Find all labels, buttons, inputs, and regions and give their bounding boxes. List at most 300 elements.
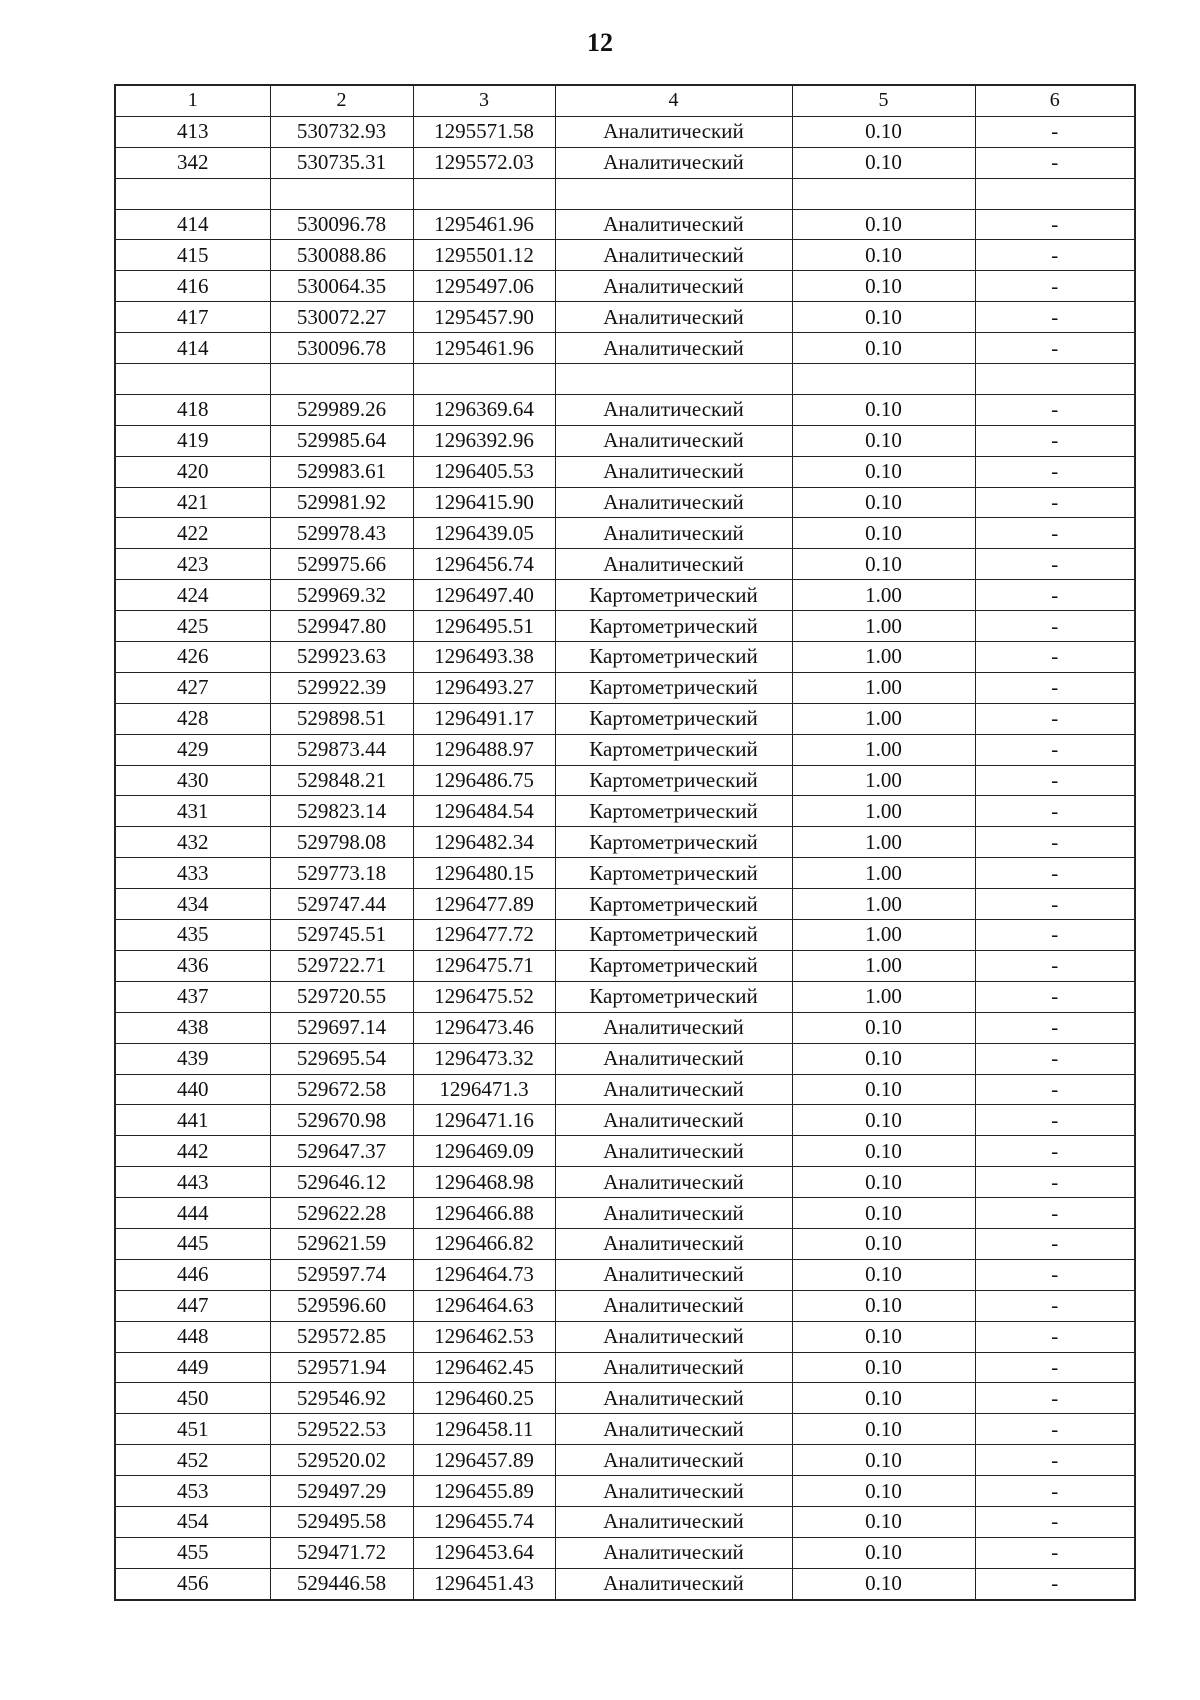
table-row (115, 302, 1135, 333)
point-number-cell: 423 (115, 549, 270, 580)
y-coordinate-cell: 1296439.05 (413, 518, 555, 549)
note-cell: - (975, 1537, 1135, 1568)
method-cell: Аналитический (555, 1043, 792, 1074)
method-cell: Аналитический (555, 333, 792, 364)
x-coordinate-cell: 529672.58 (270, 1074, 413, 1105)
table-row (115, 425, 1135, 456)
point-number-cell: 417 (115, 302, 270, 333)
table-row (115, 178, 1135, 209)
accuracy-cell: 0.10 (792, 456, 975, 487)
point-number-cell: 342 (115, 147, 270, 178)
point-number-cell: 434 (115, 889, 270, 920)
note-cell: - (975, 1012, 1135, 1043)
table-row (115, 642, 1135, 673)
x-coordinate-cell: 530072.27 (270, 302, 413, 333)
accuracy-cell: 0.10 (792, 425, 975, 456)
table-row (115, 549, 1135, 580)
point-number-cell: 448 (115, 1321, 270, 1352)
method-cell: Аналитический (555, 1259, 792, 1290)
point-number-cell: 435 (115, 920, 270, 951)
accuracy-cell: 1.00 (792, 672, 975, 703)
table-row (115, 580, 1135, 611)
header-cell-6: 6 (975, 85, 1135, 116)
point-number-cell: 424 (115, 580, 270, 611)
point-number-cell: 421 (115, 487, 270, 518)
table-row (115, 116, 1135, 147)
point-number-cell: 446 (115, 1259, 270, 1290)
table-row (115, 1568, 1135, 1599)
note-cell: - (975, 116, 1135, 147)
accuracy-cell: 0.10 (792, 302, 975, 333)
y-coordinate-cell: 1296369.64 (413, 394, 555, 425)
table-row (115, 920, 1135, 951)
y-coordinate-cell: 1296493.38 (413, 642, 555, 673)
x-coordinate-cell: 529983.61 (270, 456, 413, 487)
note-cell: - (975, 672, 1135, 703)
accuracy-cell: 0.10 (792, 549, 975, 580)
accuracy-cell: 0.10 (792, 1105, 975, 1136)
table-row (115, 1537, 1135, 1568)
x-coordinate-cell: 529745.51 (270, 920, 413, 951)
note-cell: - (975, 1568, 1135, 1599)
table-row (115, 1321, 1135, 1352)
x-coordinate-cell (270, 364, 413, 395)
note-cell: - (975, 209, 1135, 240)
point-number-cell: 426 (115, 642, 270, 673)
y-coordinate-cell: 1296462.53 (413, 1321, 555, 1352)
point-number-cell: 414 (115, 209, 270, 240)
method-cell (555, 364, 792, 395)
x-coordinate-cell: 529497.29 (270, 1476, 413, 1507)
x-coordinate-cell: 529747.44 (270, 889, 413, 920)
x-coordinate-cell: 529947.80 (270, 611, 413, 642)
method-cell: Аналитический (555, 271, 792, 302)
y-coordinate-cell: 1296464.63 (413, 1290, 555, 1321)
x-coordinate-cell: 529446.58 (270, 1568, 413, 1599)
method-cell: Аналитический (555, 518, 792, 549)
method-cell: Аналитический (555, 1383, 792, 1414)
method-cell: Аналитический (555, 1352, 792, 1383)
table-row (115, 1476, 1135, 1507)
method-cell: Аналитический (555, 1136, 792, 1167)
note-cell: - (975, 1167, 1135, 1198)
note-cell: - (975, 456, 1135, 487)
point-number-cell: 449 (115, 1352, 270, 1383)
x-coordinate-cell: 529798.08 (270, 827, 413, 858)
method-cell: Аналитический (555, 1445, 792, 1476)
table-row (115, 1414, 1135, 1445)
table-row (115, 1167, 1135, 1198)
x-coordinate-cell: 530096.78 (270, 209, 413, 240)
note-cell: - (975, 425, 1135, 456)
x-coordinate-cell: 530732.93 (270, 116, 413, 147)
note-cell: - (975, 1259, 1135, 1290)
note-cell: - (975, 950, 1135, 981)
note-cell: - (975, 333, 1135, 364)
y-coordinate-cell: 1296455.89 (413, 1476, 555, 1507)
method-cell: Аналитический (555, 1228, 792, 1259)
method-cell: Аналитический (555, 1568, 792, 1599)
x-coordinate-cell: 529621.59 (270, 1228, 413, 1259)
accuracy-cell: 1.00 (792, 981, 975, 1012)
x-coordinate-cell: 529522.53 (270, 1414, 413, 1445)
coordinates-table (114, 84, 1136, 1601)
accuracy-cell: 1.00 (792, 889, 975, 920)
x-coordinate-cell: 529773.18 (270, 858, 413, 889)
table-row (115, 394, 1135, 425)
x-coordinate-cell: 529546.92 (270, 1383, 413, 1414)
note-cell (975, 364, 1135, 395)
point-number-cell: 414 (115, 333, 270, 364)
x-coordinate-cell: 529722.71 (270, 950, 413, 981)
accuracy-cell: 1.00 (792, 703, 975, 734)
note-cell: - (975, 981, 1135, 1012)
point-number-cell: 447 (115, 1290, 270, 1321)
y-coordinate-cell: 1296475.71 (413, 950, 555, 981)
note-cell (975, 178, 1135, 209)
point-number-cell: 443 (115, 1167, 270, 1198)
note-cell: - (975, 889, 1135, 920)
table-row (115, 487, 1135, 518)
point-number-cell: 452 (115, 1445, 270, 1476)
table-row (115, 1228, 1135, 1259)
table-row (115, 333, 1135, 364)
method-cell: Аналитический (555, 394, 792, 425)
accuracy-cell: 0.10 (792, 487, 975, 518)
y-coordinate-cell: 1296453.64 (413, 1537, 555, 1568)
x-coordinate-cell: 529969.32 (270, 580, 413, 611)
note-cell: - (975, 1352, 1135, 1383)
point-number-cell: 451 (115, 1414, 270, 1445)
point-number-cell: 431 (115, 796, 270, 827)
y-coordinate-cell: 1296415.90 (413, 487, 555, 518)
method-cell: Аналитический (555, 302, 792, 333)
accuracy-cell: 0.10 (792, 1198, 975, 1229)
method-cell: Аналитический (555, 1290, 792, 1321)
y-coordinate-cell: 1296466.88 (413, 1198, 555, 1229)
accuracy-cell: 0.10 (792, 1290, 975, 1321)
accuracy-cell: 0.10 (792, 1568, 975, 1599)
y-coordinate-cell: 1296473.46 (413, 1012, 555, 1043)
method-cell: Аналитический (555, 549, 792, 580)
header-row (115, 85, 1135, 116)
y-coordinate-cell: 1295497.06 (413, 271, 555, 302)
table-row (115, 518, 1135, 549)
point-number-cell: 415 (115, 240, 270, 271)
accuracy-cell: 1.00 (792, 580, 975, 611)
table-row (115, 1105, 1135, 1136)
accuracy-cell (792, 178, 975, 209)
y-coordinate-cell: 1296462.45 (413, 1352, 555, 1383)
y-coordinate-cell: 1295571.58 (413, 116, 555, 147)
y-coordinate-cell: 1296480.15 (413, 858, 555, 889)
x-coordinate-cell: 529873.44 (270, 734, 413, 765)
accuracy-cell: 0.10 (792, 1476, 975, 1507)
table-body (115, 116, 1135, 1599)
y-coordinate-cell: 1295461.96 (413, 209, 555, 240)
accuracy-cell: 0.10 (792, 240, 975, 271)
accuracy-cell: 1.00 (792, 858, 975, 889)
note-cell: - (975, 1321, 1135, 1352)
x-coordinate-cell: 529597.74 (270, 1259, 413, 1290)
method-cell: Картометрический (555, 734, 792, 765)
method-cell: Картометрический (555, 796, 792, 827)
table-row (115, 456, 1135, 487)
x-coordinate-cell: 529495.58 (270, 1506, 413, 1537)
accuracy-cell: 1.00 (792, 827, 975, 858)
y-coordinate-cell: 1296477.72 (413, 920, 555, 951)
method-cell: Картометрический (555, 920, 792, 951)
header-cell-2: 2 (270, 85, 413, 116)
accuracy-cell: 1.00 (792, 765, 975, 796)
table-row (115, 271, 1135, 302)
point-number-cell: 456 (115, 1568, 270, 1599)
table-row (115, 147, 1135, 178)
table-row (115, 827, 1135, 858)
table-row (115, 1136, 1135, 1167)
y-coordinate-cell: 1295501.12 (413, 240, 555, 271)
x-coordinate-cell: 529471.72 (270, 1537, 413, 1568)
point-number-cell: 450 (115, 1383, 270, 1414)
point-number-cell: 444 (115, 1198, 270, 1229)
y-coordinate-cell: 1296484.54 (413, 796, 555, 827)
point-number-cell: 454 (115, 1506, 270, 1537)
x-coordinate-cell: 529520.02 (270, 1445, 413, 1476)
note-cell: - (975, 827, 1135, 858)
accuracy-cell: 0.10 (792, 1506, 975, 1537)
note-cell: - (975, 703, 1135, 734)
point-number-cell: 416 (115, 271, 270, 302)
method-cell: Картометрический (555, 889, 792, 920)
point-number-cell: 441 (115, 1105, 270, 1136)
method-cell: Аналитический (555, 1321, 792, 1352)
x-coordinate-cell: 529622.28 (270, 1198, 413, 1229)
note-cell: - (975, 858, 1135, 889)
y-coordinate-cell: 1296497.40 (413, 580, 555, 611)
table-row (115, 1259, 1135, 1290)
x-coordinate-cell: 529646.12 (270, 1167, 413, 1198)
note-cell: - (975, 1414, 1135, 1445)
accuracy-cell: 1.00 (792, 611, 975, 642)
y-coordinate-cell: 1295572.03 (413, 147, 555, 178)
table-row (115, 981, 1135, 1012)
table-row (115, 703, 1135, 734)
x-coordinate-cell: 529823.14 (270, 796, 413, 827)
accuracy-cell: 0.10 (792, 1321, 975, 1352)
point-number-cell: 428 (115, 703, 270, 734)
note-cell: - (975, 765, 1135, 796)
point-number-cell: 436 (115, 950, 270, 981)
note-cell: - (975, 302, 1135, 333)
accuracy-cell: 0.10 (792, 1012, 975, 1043)
table-row (115, 1445, 1135, 1476)
method-cell: Аналитический (555, 1506, 792, 1537)
accuracy-cell: 1.00 (792, 950, 975, 981)
point-number-cell: 413 (115, 116, 270, 147)
y-coordinate-cell: 1296392.96 (413, 425, 555, 456)
accuracy-cell: 0.10 (792, 116, 975, 147)
x-coordinate-cell: 529848.21 (270, 765, 413, 796)
y-coordinate-cell: 1296457.89 (413, 1445, 555, 1476)
accuracy-cell: 0.10 (792, 518, 975, 549)
table-row (115, 889, 1135, 920)
note-cell: - (975, 549, 1135, 580)
method-cell: Аналитический (555, 147, 792, 178)
accuracy-cell: 1.00 (792, 796, 975, 827)
y-coordinate-cell: 1296405.53 (413, 456, 555, 487)
table-row (115, 734, 1135, 765)
x-coordinate-cell: 530096.78 (270, 333, 413, 364)
x-coordinate-cell: 529922.39 (270, 672, 413, 703)
note-cell: - (975, 734, 1135, 765)
x-coordinate-cell: 529572.85 (270, 1321, 413, 1352)
note-cell: - (975, 487, 1135, 518)
accuracy-cell (792, 364, 975, 395)
x-coordinate-cell: 529697.14 (270, 1012, 413, 1043)
table-row (115, 240, 1135, 271)
x-coordinate-cell: 529571.94 (270, 1352, 413, 1383)
accuracy-cell: 1.00 (792, 734, 975, 765)
note-cell: - (975, 642, 1135, 673)
method-cell: Аналитический (555, 1414, 792, 1445)
y-coordinate-cell: 1296456.74 (413, 549, 555, 580)
y-coordinate-cell: 1296469.09 (413, 1136, 555, 1167)
header-cell-4: 4 (555, 85, 792, 116)
method-cell: Картометрический (555, 765, 792, 796)
note-cell: - (975, 147, 1135, 178)
y-coordinate-cell: 1295457.90 (413, 302, 555, 333)
note-cell: - (975, 1043, 1135, 1074)
x-coordinate-cell: 530088.86 (270, 240, 413, 271)
y-coordinate-cell: 1296493.27 (413, 672, 555, 703)
table-row (115, 209, 1135, 240)
y-coordinate-cell: 1296451.43 (413, 1568, 555, 1599)
point-number-cell: 427 (115, 672, 270, 703)
method-cell: Аналитический (555, 487, 792, 518)
note-cell: - (975, 1198, 1135, 1229)
method-cell: Аналитический (555, 1198, 792, 1229)
accuracy-cell: 1.00 (792, 642, 975, 673)
accuracy-cell: 0.10 (792, 1445, 975, 1476)
note-cell: - (975, 1228, 1135, 1259)
y-coordinate-cell: 1296464.73 (413, 1259, 555, 1290)
table-row (115, 1506, 1135, 1537)
y-coordinate-cell: 1296471.16 (413, 1105, 555, 1136)
accuracy-cell: 0.10 (792, 1136, 975, 1167)
note-cell: - (975, 394, 1135, 425)
note-cell: - (975, 1445, 1135, 1476)
note-cell: - (975, 518, 1135, 549)
table-row (115, 765, 1135, 796)
table-row (115, 1383, 1135, 1414)
table-row (115, 1074, 1135, 1105)
point-number-cell: 439 (115, 1043, 270, 1074)
y-coordinate-cell: 1296475.52 (413, 981, 555, 1012)
y-coordinate-cell: 1296460.25 (413, 1383, 555, 1414)
note-cell: - (975, 1506, 1135, 1537)
table-row (115, 1352, 1135, 1383)
point-number-cell: 442 (115, 1136, 270, 1167)
y-coordinate-cell: 1296455.74 (413, 1506, 555, 1537)
note-cell: - (975, 271, 1135, 302)
y-coordinate-cell (413, 178, 555, 209)
y-coordinate-cell: 1296495.51 (413, 611, 555, 642)
x-coordinate-cell: 529670.98 (270, 1105, 413, 1136)
y-coordinate-cell: 1296482.34 (413, 827, 555, 858)
method-cell: Аналитический (555, 1167, 792, 1198)
point-number-cell: 440 (115, 1074, 270, 1105)
x-coordinate-cell: 529923.63 (270, 642, 413, 673)
accuracy-cell: 0.10 (792, 209, 975, 240)
method-cell: Аналитический (555, 456, 792, 487)
accuracy-cell: 0.10 (792, 394, 975, 425)
method-cell: Картометрический (555, 580, 792, 611)
x-coordinate-cell: 530735.31 (270, 147, 413, 178)
note-cell: - (975, 1476, 1135, 1507)
table-row (115, 950, 1135, 981)
point-number-cell: 433 (115, 858, 270, 889)
point-number-cell: 437 (115, 981, 270, 1012)
method-cell: Картометрический (555, 703, 792, 734)
point-number-cell: 432 (115, 827, 270, 858)
accuracy-cell: 0.10 (792, 147, 975, 178)
x-coordinate-cell: 529647.37 (270, 1136, 413, 1167)
table-row (115, 611, 1135, 642)
point-number-cell: 422 (115, 518, 270, 549)
method-cell: Аналитический (555, 1105, 792, 1136)
note-cell: - (975, 796, 1135, 827)
point-number-cell: 419 (115, 425, 270, 456)
x-coordinate-cell: 529985.64 (270, 425, 413, 456)
y-coordinate-cell: 1296477.89 (413, 889, 555, 920)
table-header (115, 85, 1135, 116)
header-cell-5: 5 (792, 85, 975, 116)
method-cell: Картометрический (555, 950, 792, 981)
point-number-cell (115, 364, 270, 395)
method-cell (555, 178, 792, 209)
note-cell: - (975, 580, 1135, 611)
y-coordinate-cell: 1296488.97 (413, 734, 555, 765)
x-coordinate-cell: 529695.54 (270, 1043, 413, 1074)
method-cell: Аналитический (555, 209, 792, 240)
table-row (115, 1043, 1135, 1074)
method-cell: Аналитический (555, 1012, 792, 1043)
y-coordinate-cell: 1295461.96 (413, 333, 555, 364)
method-cell: Картометрический (555, 642, 792, 673)
accuracy-cell: 0.10 (792, 1259, 975, 1290)
method-cell: Картометрический (555, 672, 792, 703)
accuracy-cell: 0.10 (792, 1043, 975, 1074)
note-cell: - (975, 1383, 1135, 1414)
x-coordinate-cell (270, 178, 413, 209)
accuracy-cell: 0.10 (792, 1352, 975, 1383)
x-coordinate-cell: 529596.60 (270, 1290, 413, 1321)
x-coordinate-cell: 530064.35 (270, 271, 413, 302)
method-cell: Картометрический (555, 981, 792, 1012)
y-coordinate-cell (413, 364, 555, 395)
accuracy-cell: 0.10 (792, 1414, 975, 1445)
method-cell: Аналитический (555, 240, 792, 271)
method-cell: Аналитический (555, 425, 792, 456)
table-row (115, 1012, 1135, 1043)
method-cell: Картометрический (555, 827, 792, 858)
point-number-cell: 455 (115, 1537, 270, 1568)
method-cell: Картометрический (555, 611, 792, 642)
point-number-cell: 430 (115, 765, 270, 796)
note-cell: - (975, 1136, 1135, 1167)
y-coordinate-cell: 1296468.98 (413, 1167, 555, 1198)
method-cell: Аналитический (555, 116, 792, 147)
